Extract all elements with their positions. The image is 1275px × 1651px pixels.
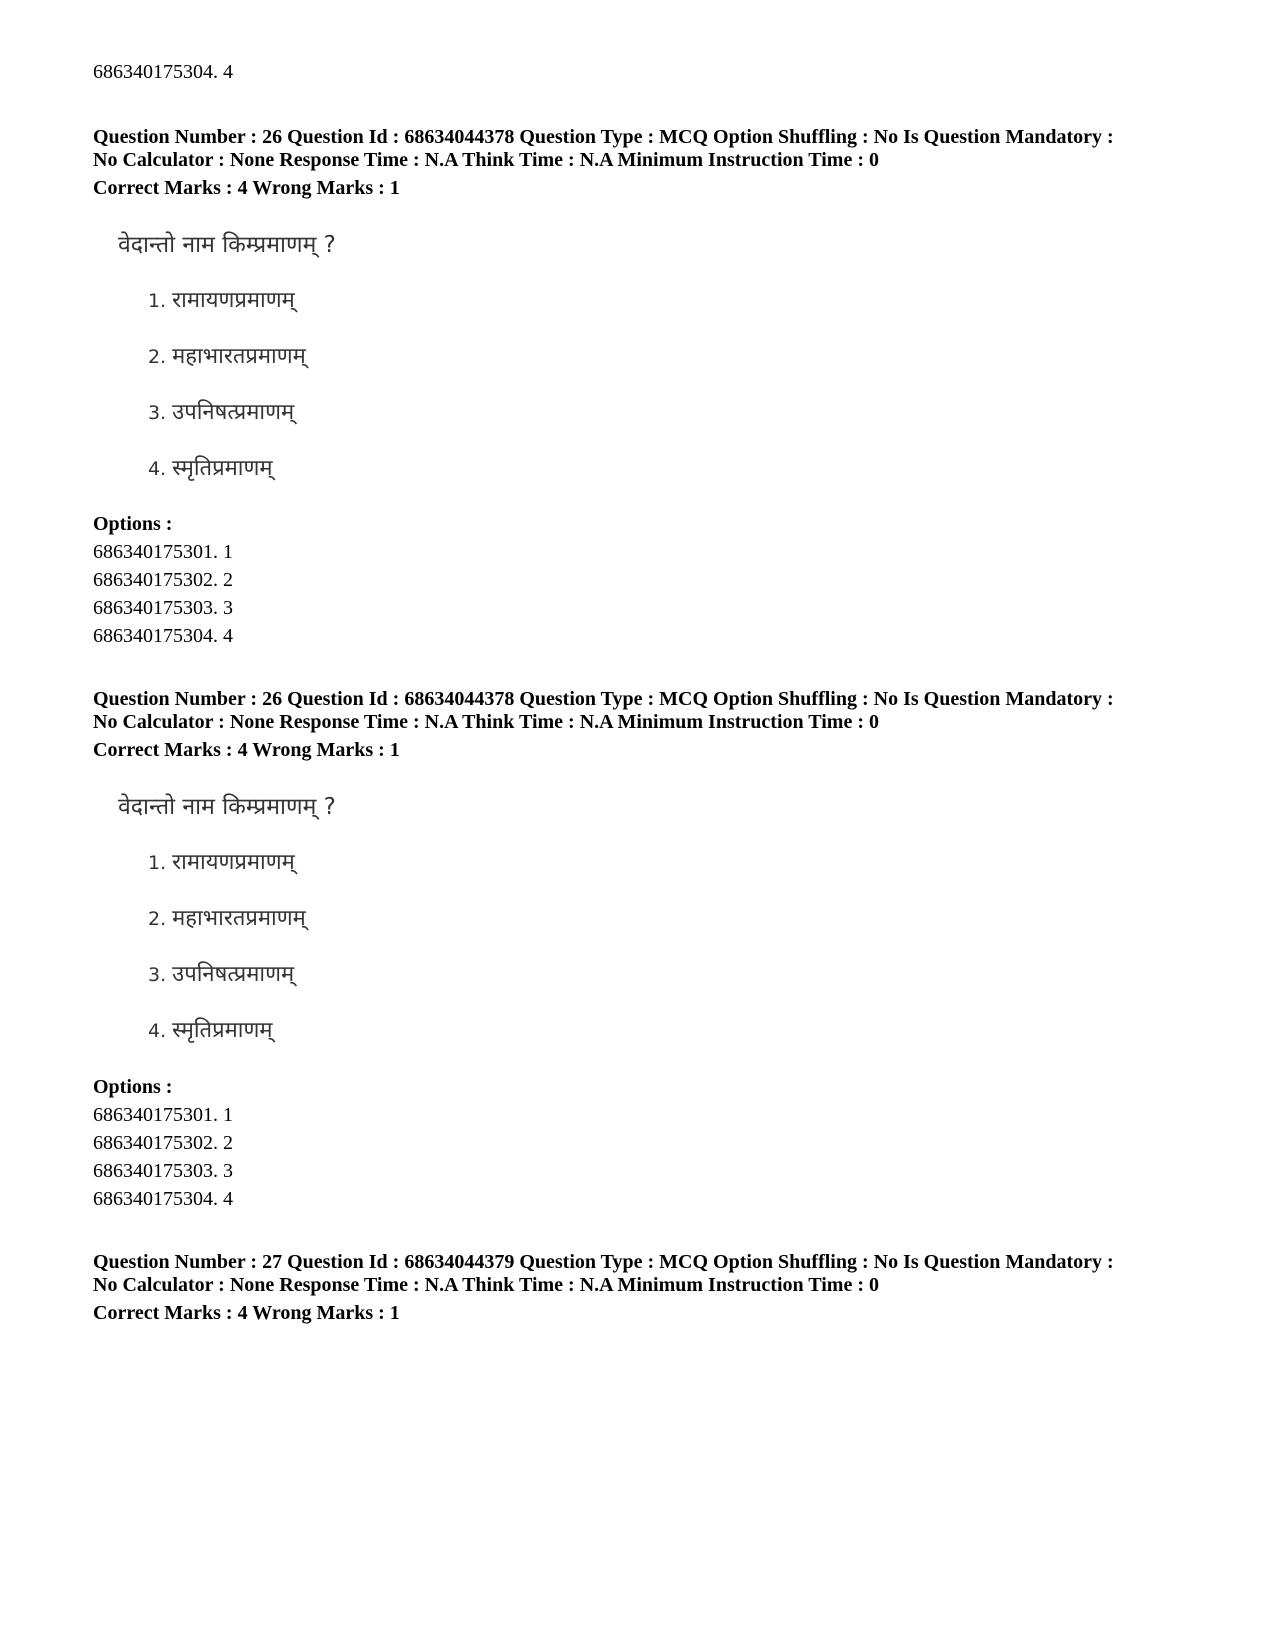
option-id: 686340175301. 1: [93, 1104, 233, 1126]
question-header-line2: No Calculator : None Response Time : N.A Think Time : N.A Minimum Instruction Time : 0: [93, 711, 879, 733]
question-option-number: 2.: [148, 346, 167, 368]
top-option-id: 686340175304. 4: [93, 61, 233, 83]
option-id: 686340175302. 2: [93, 569, 233, 591]
question-marks: Correct Marks : 4 Wrong Marks : 1: [93, 177, 400, 199]
question-header-line2: No Calculator : None Response Time : N.A Think Time : N.A Minimum Instruction Time : 0: [93, 149, 879, 171]
question-marks: Correct Marks : 4 Wrong Marks : 1: [93, 739, 400, 761]
question-option-number: 3.: [148, 402, 167, 424]
question-header-line1: Question Number : 27 Question Id : 68634044379 Question Type : MCQ Option Shuffling : No Is Question Mandatory :: [93, 1251, 1114, 1273]
question-option-text: रामायणप्रमाणम्: [172, 850, 295, 875]
question-option-1: [148, 848, 295, 878]
question-option-number: 1.: [148, 852, 167, 874]
question-header-line2: No Calculator : None Response Time : N.A Think Time : N.A Minimum Instruction Time : 0: [93, 1274, 879, 1296]
question-option-text: स्मृतिप्रमाणम्: [172, 456, 273, 481]
question-option-text: स्मृतिप्रमाणम्: [172, 1018, 273, 1043]
question-marks: Correct Marks : 4 Wrong Marks : 1: [93, 1302, 400, 1324]
option-id: 686340175304. 4: [93, 1188, 233, 1210]
option-id: 686340175301. 1: [93, 541, 233, 563]
options-label: Options :: [93, 513, 173, 535]
question-option-number: 4.: [148, 458, 167, 480]
question-header-line1: Question Number : 26 Question Id : 68634044378 Question Type : MCQ Option Shuffling : No Is Question Mandatory :: [93, 688, 1114, 710]
question-text: वेदान्तो नाम किम्प्रमाणम् ?: [118, 232, 336, 258]
question-header-line1: Question Number : 26 Question Id : 68634044378 Question Type : MCQ Option Shuffling : No Is Question Mandatory :: [93, 126, 1114, 148]
question-option-2: [148, 904, 306, 934]
question-option-number: 4.: [148, 1020, 167, 1042]
question-image: [118, 792, 336, 1043]
question-option-1: [148, 286, 295, 316]
question-option-text: उपनिषत्प्रमाणम्: [172, 400, 295, 425]
option-id: 686340175304. 4: [93, 625, 233, 647]
question-option-3: [148, 960, 294, 990]
question-image: [118, 230, 336, 481]
option-id: 686340175303. 3: [93, 1160, 233, 1182]
question-option-text: उपनिषत्प्रमाणम्: [172, 962, 295, 987]
question-option-4: [148, 1016, 273, 1046]
question-option-4: [148, 454, 273, 484]
question-option-2: [148, 342, 306, 372]
question-option-number: 3.: [148, 964, 167, 986]
question-option-number: 2.: [148, 908, 167, 930]
question-option-3: [148, 398, 294, 428]
options-label: Options :: [93, 1076, 173, 1098]
question-option-text: महाभारतप्रमाणम्: [172, 344, 306, 369]
question-option-text: रामायणप्रमाणम्: [172, 288, 295, 313]
option-id: 686340175303. 3: [93, 597, 233, 619]
question-option-text: महाभारतप्रमाणम्: [172, 906, 306, 931]
question-text: वेदान्तो नाम किम्प्रमाणम् ?: [118, 794, 336, 820]
question-option-number: 1.: [148, 290, 167, 312]
option-id: 686340175302. 2: [93, 1132, 233, 1154]
